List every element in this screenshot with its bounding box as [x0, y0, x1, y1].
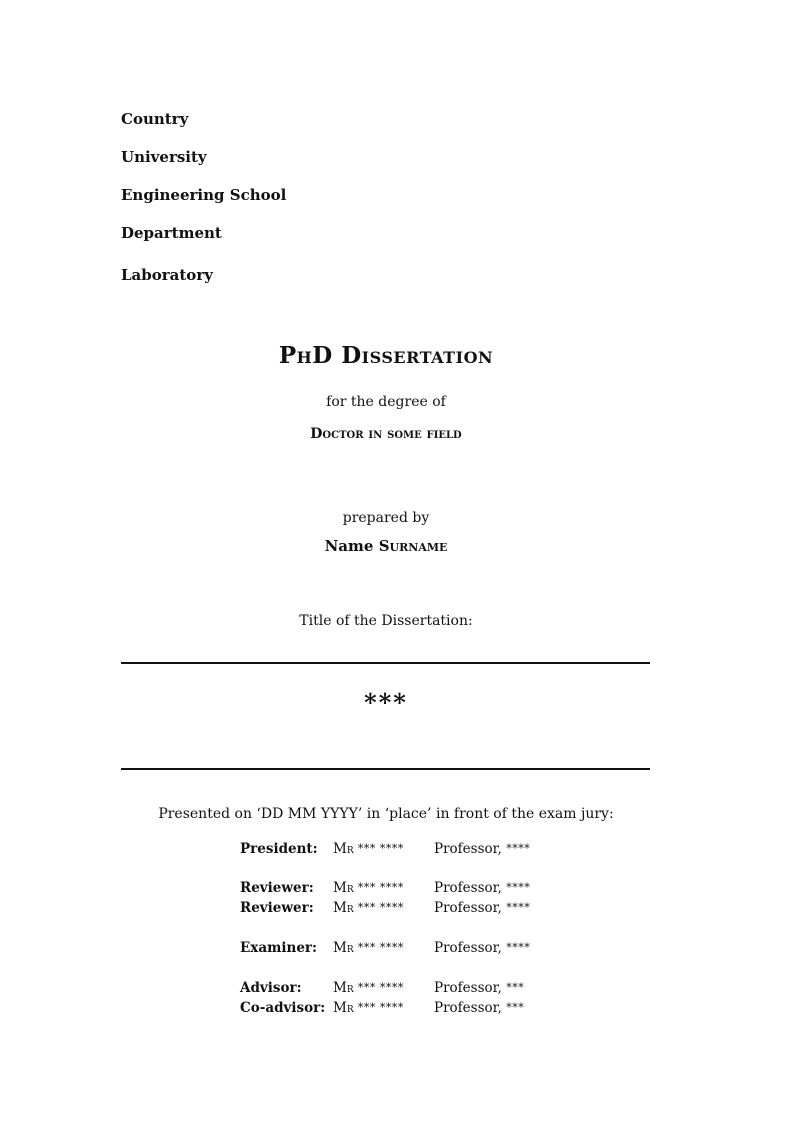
jury-member-position: Professor, ***	[434, 1000, 525, 1016]
author-first-name: Name	[324, 537, 374, 555]
jury-role: Examiner:	[240, 940, 317, 956]
prepared-by-label: prepared by	[342, 510, 430, 526]
title-label: Title of the Dissertation:	[299, 613, 473, 629]
jury-role: Reviewer:	[240, 880, 314, 896]
degree-intro: for the degree of	[326, 394, 446, 410]
jury-member-position: Professor, ****	[434, 841, 531, 857]
laboratory-label: Laboratory	[121, 266, 213, 284]
university-label: University	[121, 148, 207, 166]
jury-member-position: Professor, ***	[434, 980, 525, 996]
author-last-name: Surname	[378, 537, 448, 555]
defense-statement: Presented on ‘DD MM YYYY’ in ‘place’ in front of the exam jury:	[158, 806, 614, 822]
jury-role: Advisor:	[240, 980, 302, 996]
jury-member-name: Mr *** ****	[333, 841, 404, 857]
jury-member-name: Mr *** ****	[333, 900, 404, 916]
jury-role: Co-advisor:	[240, 1000, 326, 1016]
jury-member-position: Professor, ****	[434, 880, 531, 896]
document-type-heading: PhD Dissertation	[278, 342, 494, 369]
title-bottom-rule	[121, 768, 650, 770]
author-name	[0, 537, 772, 555]
jury-member-name: Mr *** ****	[333, 1000, 404, 1016]
jury-member-name: Mr *** ****	[333, 980, 404, 996]
jury-member-name: Mr *** ****	[333, 880, 404, 896]
department-label: Department	[121, 224, 222, 242]
jury-role: Reviewer:	[240, 900, 314, 916]
dissertation-title: ***	[364, 688, 408, 717]
jury-member-name: Mr *** ****	[333, 940, 404, 956]
jury-role: President:	[240, 841, 318, 857]
school-label: Engineering School	[121, 186, 287, 204]
jury-member-position: Professor, ****	[434, 900, 531, 916]
country-label: Country	[121, 110, 189, 128]
degree-name: Doctor in some field	[310, 426, 462, 442]
title-top-rule	[121, 662, 650, 664]
jury-member-position: Professor, ****	[434, 940, 531, 956]
